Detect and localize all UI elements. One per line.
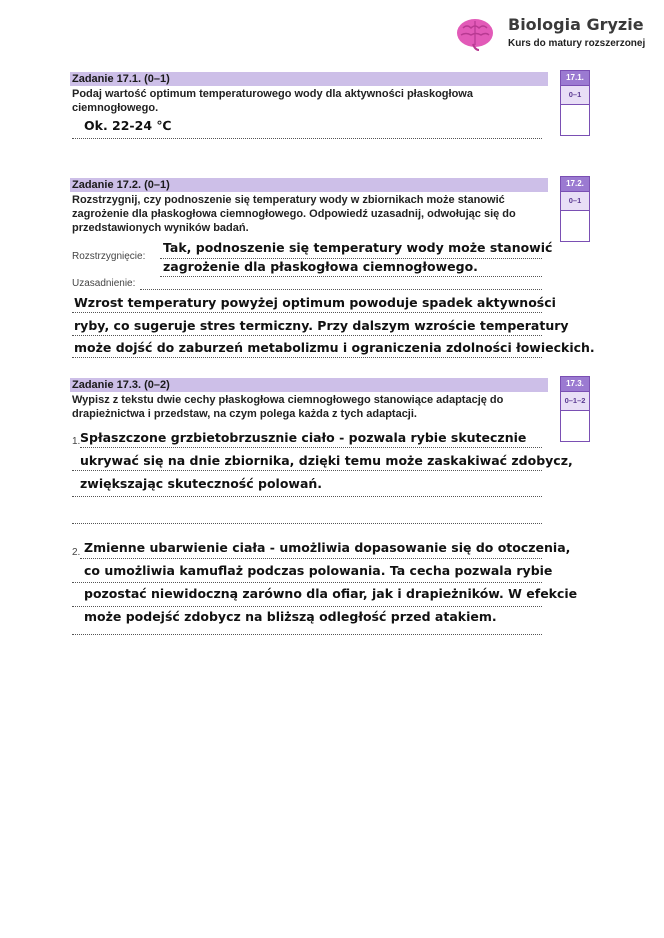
answer-line (72, 606, 542, 607)
item-1-line-3: zwiększając skuteczność polowań. (80, 476, 323, 491)
score-box-range: 0–1–2 (561, 391, 589, 411)
item-2-line-3: pozostać niewidoczną zarówno dla ofiar, jak i drapieżników. W efekcie (84, 586, 578, 601)
score-box-17-2 (560, 176, 590, 242)
task-17-1-title: Zadanie 17.1. (0–1) (72, 73, 170, 85)
score-box-17-3 (560, 376, 590, 442)
answer-line (140, 289, 542, 290)
justification-line-3: może dojść do zaburzeń metabolizmu i ograniczenia zdolności łowieckich. (74, 340, 595, 355)
answer-line (72, 634, 542, 635)
score-box-field[interactable] (561, 411, 589, 441)
brand-subtitle: Kurs do matury rozszerzonej (508, 38, 646, 49)
score-box-label: 17.1. (561, 71, 589, 85)
score-box-range: 0–1 (561, 191, 589, 211)
item-2-line-4: może podejść zdobycz na bliższą odległość przed atakiem. (84, 609, 497, 624)
task-17-3-header (70, 378, 548, 392)
score-box-field[interactable] (561, 211, 589, 241)
answer-line (72, 138, 542, 139)
brain-icon (455, 16, 495, 52)
task-17-2-question: Rozstrzygnij, czy podnoszenie się temperatury wody w zbiornikach może stanowić zagrożenie dla płaskogłowa ciemnogłowego. Odpowiedź uzasadnij, odwołując się do przedstawionych wyników badań. (72, 194, 516, 234)
task-17-1-answer: Ok. 22-24 ℃ (84, 118, 172, 133)
score-box-17-1 (560, 70, 590, 136)
answer-line (72, 312, 542, 313)
justification-label: Uzasadnienie: (72, 278, 136, 289)
answer-line (72, 496, 542, 497)
resolution-line-1: Tak, podnoszenie się temperatury wody może stanowić (163, 240, 553, 255)
task-17-3-question: Wypisz z tekstu dwie cechy płaskogłowa ciemnogłowego stanowiące adaptację do drapieżnictwa i przedstaw, na czym polega każda z tych adaptacji. (72, 394, 504, 420)
answer-line (72, 523, 542, 524)
score-box-range: 0–1 (561, 85, 589, 105)
answer-line (72, 335, 542, 336)
resolution-line-2: zagrożenie dla płaskogłowa ciemnogłowego. (163, 259, 478, 274)
task-17-3-title: Zadanie 17.3. (0–2) (72, 379, 170, 391)
task-17-1-question: Podaj wartość optimum temperaturowego wody dla aktywności płaskogłowa ciemnogłowego. (72, 88, 473, 114)
item-1-number: 1. (72, 436, 81, 447)
item-2-line-2: co umożliwia kamuflaż podczas polowania. Ta cecha pozwala rybie (84, 563, 553, 578)
item-1-line-2: ukrywać się na dnie zbiornika, dzięki temu może zaskakiwać zdobycz, (80, 453, 573, 468)
answer-line (80, 558, 542, 559)
justification-line-1: Wzrost temperatury powyżej optimum powoduje spadek aktywności (74, 295, 556, 310)
answer-line (72, 357, 542, 358)
answer-line (80, 447, 542, 448)
item-2-line-1: Zmienne ubarwienie ciała - umożliwia dopasowanie się do otoczenia, (84, 540, 571, 555)
justification-line-2: ryby, co sugeruje stres termiczny. Przy dalszym wzroście temperatury (74, 318, 569, 333)
answer-line (72, 582, 542, 583)
task-17-2-title: Zadanie 17.2. (0–1) (72, 179, 170, 191)
answer-line (72, 470, 542, 471)
score-box-label: 17.2. (561, 177, 589, 191)
brand-title: Biologia Gryzie (508, 15, 644, 34)
resolution-label: Rozstrzygnięcie: (72, 251, 146, 262)
score-box-field[interactable] (561, 105, 589, 135)
item-2-number: 2. (72, 547, 81, 558)
task-17-1-header (70, 72, 548, 86)
answer-line (160, 276, 542, 277)
item-1-line-1: Spłaszczone grzbietobrzusznie ciało - pozwala rybie skutecznie (80, 430, 527, 445)
score-box-label: 17.3. (561, 377, 589, 391)
task-17-2-header (70, 178, 548, 192)
